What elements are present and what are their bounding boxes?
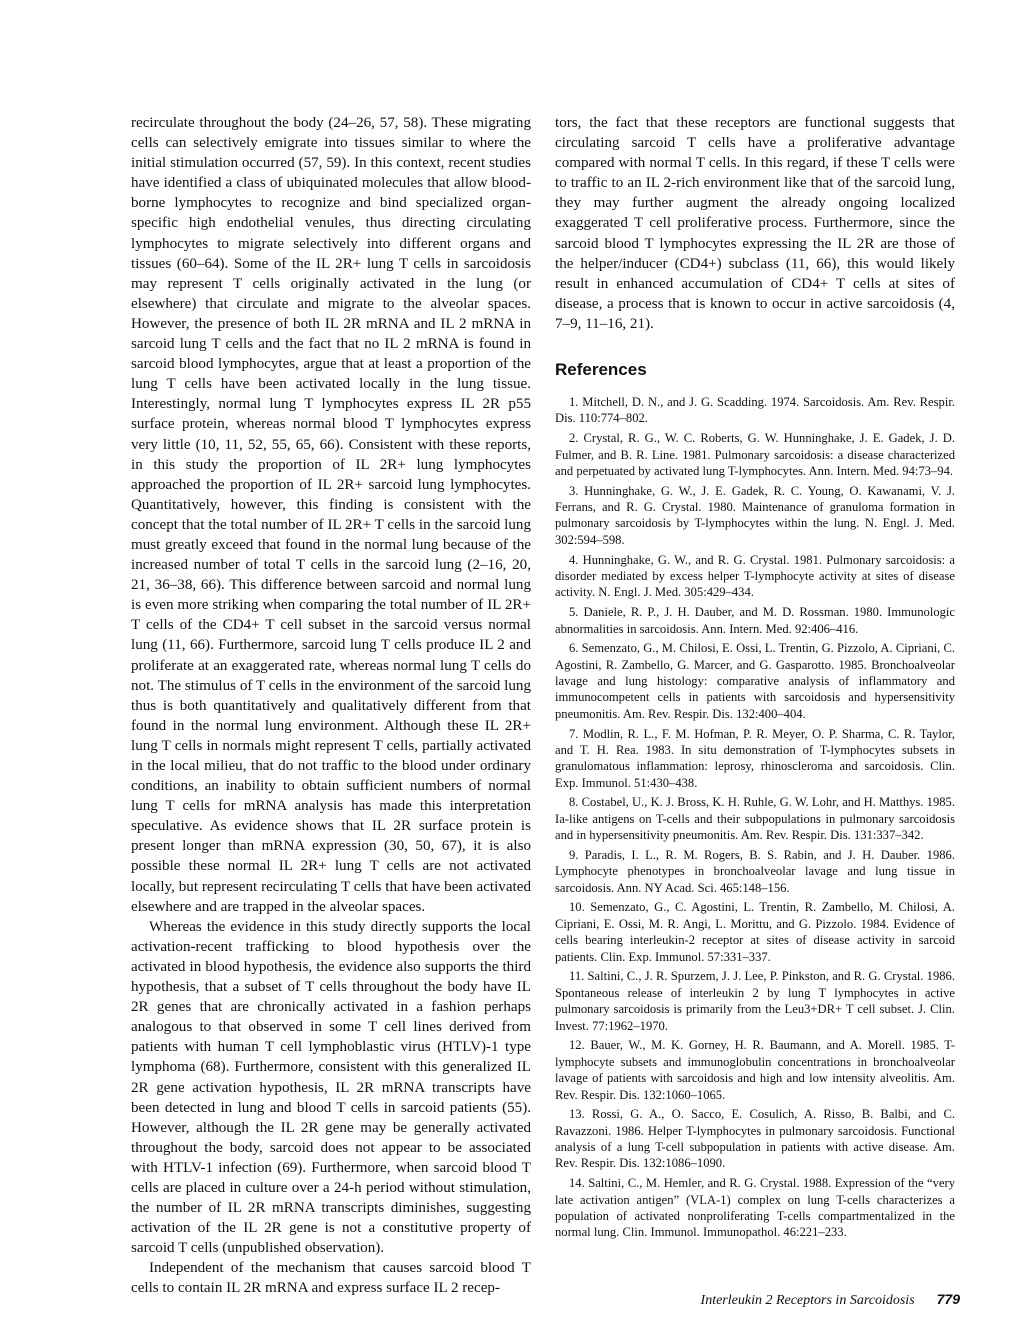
page-number: 779 [936, 1291, 960, 1307]
running-title: Interleukin 2 Receptors in Sarcoidosis [700, 1293, 915, 1308]
reference-item: 14. Saltini, C., M. Hemler, and R. G. Crystal. 1988. Expression of the “very late activation antigen” (VLA-1) complex on lung T-cells characterizes a population of activated nonproliferating T-cells compartmentalized in the normal lung. Clin. Immunol. Immunopathol. 46:221–233. [555, 1176, 955, 1240]
reference-item: 1. Mitchell, D. N., and J. G. Scadding. 1974. Sarcoidosis. Am. Rev. Respir. Dis. 110:774–802. [555, 395, 955, 426]
reference-item: 5. Daniele, R. P., J. H. Dauber, and M. D. Rossman. 1980. Immunologic abnormalities in sarcoidosis. Ann. Intern. Med. 92:406–416. [555, 605, 955, 636]
reference-item: 3. Hunninghake, G. W., J. E. Gadek, R. C. Young, O. Kawanami, V. J. Ferrans, and R. G. Crystal. 1980. Maintenance of granuloma formation in pulmonary sarcoidosis by T-lymphocytes within the lung. N. Engl. J. Med. 302:594–598. [555, 483, 955, 547]
reference-item: 9. Paradis, I. L., R. M. Rogers, B. S. Rabin, and J. H. Dauber. 1986. Lymphocyte phenotypes in bronchoalveolar lavage and lung tissue in sarcoidosis. Ann. NY Acad. Sci. 465:148–156. [555, 847, 955, 895]
reference-item: 7. Modlin, R. L., F. M. Hofman, P. R. Meyer, O. P. Sharma, C. R. Taylor, and T. H. Rea. 1983. In situ demonstration of T-lymphocytes subsets in granulomatous inflammation: leprosy, rhinoscleroma and sarcoidosis. Clin. Exp. Immunol. 51:430–438. [555, 726, 955, 790]
references-heading: References [555, 360, 647, 380]
reference-item: 11. Saltini, C., J. R. Spurzem, J. J. Lee, P. Pinkston, and R. G. Crystal. 1986. Spontaneous release of interleukin 2 by lung T lymphocytes in active pulmonary sarcoidosis is primarily from the Leu3+DR+ T cell subset. J. Clin. Invest. 77:1962–1970. [555, 969, 955, 1033]
body-paragraph: Independent of the mechanism that causes sarcoid blood T cells to contain IL 2R mRNA and express surface IL 2 recep- [131, 1260, 531, 1297]
running-footer [600, 1291, 960, 1309]
left-column [131, 113, 531, 1299]
body-paragraph: Whereas the evidence in this study directly supports the local activation-recent trafficking to blood hypothesis over the activated in blood hypothesis, the evidence also supports the third hypothesis, that a subset of T cells throughout the body have IL 2R genes that are chronically activated in a fashion perhaps analogous to that observed in some T cell lines derived from patients with human T cell lymphoblastic virus (HTLV)-1 type lymphoma (68). Furthermore, consistent with this generalized IL 2R gene activation hypothesis, IL 2R mRNA transcripts have been detected in lung and blood T cells in sarcoid patients (55). However, although the IL 2R gene may be generally activated throughout the body, sarcoid does not appear to be associated with HTLV-1 infection (69). Furthermore, when sarcoid blood T cells are placed in culture over a 24-h period without stimulation, the number of IL 2R mRNA transcripts diminishes, suggesting activation of the IL 2R gene is not a constitutive property of sarcoid T cells (unpublished observation). [131, 918, 531, 1257]
right-column [555, 113, 955, 1244]
reference-item: 8. Costabel, U., K. J. Bross, K. H. Ruhle, G. W. Lohr, and H. Matthys. 1985. Ia-like antigens on T-cells and their subpopulations in pulmonary sarcoidosis and in hypersensitivity pneumonitis. Am. Rev. Respir. Dis. 131:337–342. [555, 795, 955, 843]
body-paragraph: tors, the fact that these receptors are functional suggests that circulating sarcoid T cells have a proliferative advantage compared with normal T cells. In this regard, if these T cells were to traffic to an IL 2-rich environment like that of the sarcoid lung, they may further augment the already ongoing localized exaggerated T cell proliferative process. Furthermore, since the sarcoid blood T lymphocytes expressing the IL 2R are those of the helper/inducer (CD4+) subclass (11, 66), this would likely result in enhanced accumulation of CD4+ T cells at sites of disease, a process that is known to occur in active sarcoidosis (4, 7–9, 11–16, 21). [555, 115, 955, 332]
reference-list [555, 394, 955, 1241]
reference-item: 13. Rossi, G. A., O. Sacco, E. Cosulich, A. Risso, B. Balbi, and C. Ravazzoni. 1986. Helper T-lymphocytes in pulmonary sarcoidosis. Functional analysis of a lung T-cell subpopulation in patients with active disease. Am. Rev. Respir. Dis. 132:1086–1090. [555, 1107, 955, 1171]
body-paragraph: recirculate throughout the body (24–26, 57, 58). These migrating cells can selectively emigrate into tissues similar to where the initial stimulation occurred (57, 59). In this context, recent studies have identified a class of ubiquinated molecules that allow blood-borne lymphocytes to recognize and bind specialized organ-specific high endothelial venules, thus directing circulating lymphocytes to migrate selectively into different organs and tissues (60–64). Some of the IL 2R+ lung T cells in sarcoidosis may represent T cells originally activated in the lung (or elsewhere) that circulate and migrate to the alveolar spaces. However, the presence of both IL 2R mRNA and IL 2 mRNA in sarcoid lung T cells and the fact that no IL 2 mRNA is found in sarcoid blood lymphocytes, argue that at least a proportion of the lung T cells have been activated locally in the lung tissue. Interestingly, normal lung T lymphocytes express IL 2R p55 surface protein, whereas normal blood T lymphocytes express very little (10, 11, 52, 55, 65, 66). Consistent with these reports, in this study the proportion of IL 2R+ lung lymphocytes approached the proportion of IL 2R+ sarcoid lung lymphocytes. Quantitatively, however, this finding is consistent with the concept that the total number of IL 2R+ T cells in the sarcoid lung must greatly exceed that found in the normal lung because of the increased number of total T cells in the sarcoid lung (2–16, 20, 21, 36–38, 66). This difference between sarcoid and normal lung is even more striking when comparing the total number of IL 2R+ T cells of the CD4+ T cell subset in the sarcoid versus normal lung (11, 66). Furthermore, sarcoid lung T cells produce IL 2 and proliferate at an exaggerated rate, whereas normal lung T cells do not. The stimulus of T cells in the environment of the sarcoid lung thus is both quantitatively and qualitatively different from that found in the normal lung environment. Although these IL 2R+ lung T cells in normals might represent T cells, partially activated in the local milieu, that do not traffic to the blood under ordinary conditions, an inability to obtain sufficient numbers of normal lung T cells for mRNA analysis has made this interpretation speculative. As evidence shows that IL 2R surface protein is present longer than mRNA expression (30, 50, 67), it is also possible these normal IL 2R+ lung T cells are not activated locally, but represent recirculating T cells that have been activated elsewhere and are trapped in the alveolar spaces. [131, 115, 531, 915]
reference-item: 12. Bauer, W., M. K. Gorney, H. R. Baumann, and A. Morell. 1985. T-lymphocyte subsets and immunoglobulin concentrations in bronchoalveolar lavage of patients with sarcoidosis and high and low intensity alveolitis. Am. Rev. Respir. Dis. 132:1060–1065. [555, 1038, 955, 1102]
reference-item: 6. Semenzato, G., M. Chilosi, E. Ossi, L. Trentin, G. Pizzolo, A. Cipriani, C. Agostini, R. Zambello, G. Marcer, and G. Gasparotto. 1985. Bronchoalveolar lavage and lung histology: comparative analysis of inflammatory and immunocompetent cells in patients with sarcoidosis and hypersensitivity pneumonitis. Am. Rev. Respir. Dis. 132:400–404. [555, 641, 955, 721]
reference-item: 4. Hunninghake, G. W., and R. G. Crystal. 1981. Pulmonary sarcoidosis: a disorder mediated by excess helper T-lymphocyte activity at sites of disease activity. N. Engl. J. Med. 305:429–434. [555, 552, 955, 600]
reference-item: 10. Semenzato, G., C. Agostini, L. Trentin, R. Zambello, M. Chilosi, A. Cipriani, E. Ossi, M. R. Angi, L. Morittu, and G. Pizzolo. 1984. Evidence of cells bearing interleukin-2 receptor at sites of disease activity in sarcoid patients. Clin. Exp. Immunol. 57:331–337. [555, 900, 955, 964]
reference-item: 2. Crystal, R. G., W. C. Roberts, G. W. Hunninghake, J. E. Gadek, J. D. Fulmer, and B. R. Line. 1981. Pulmonary sarcoidosis: a disease characterized and perpetuated by activated lung T-lymphocytes. Ann. Intern. Med. 94:73–94. [555, 431, 955, 478]
